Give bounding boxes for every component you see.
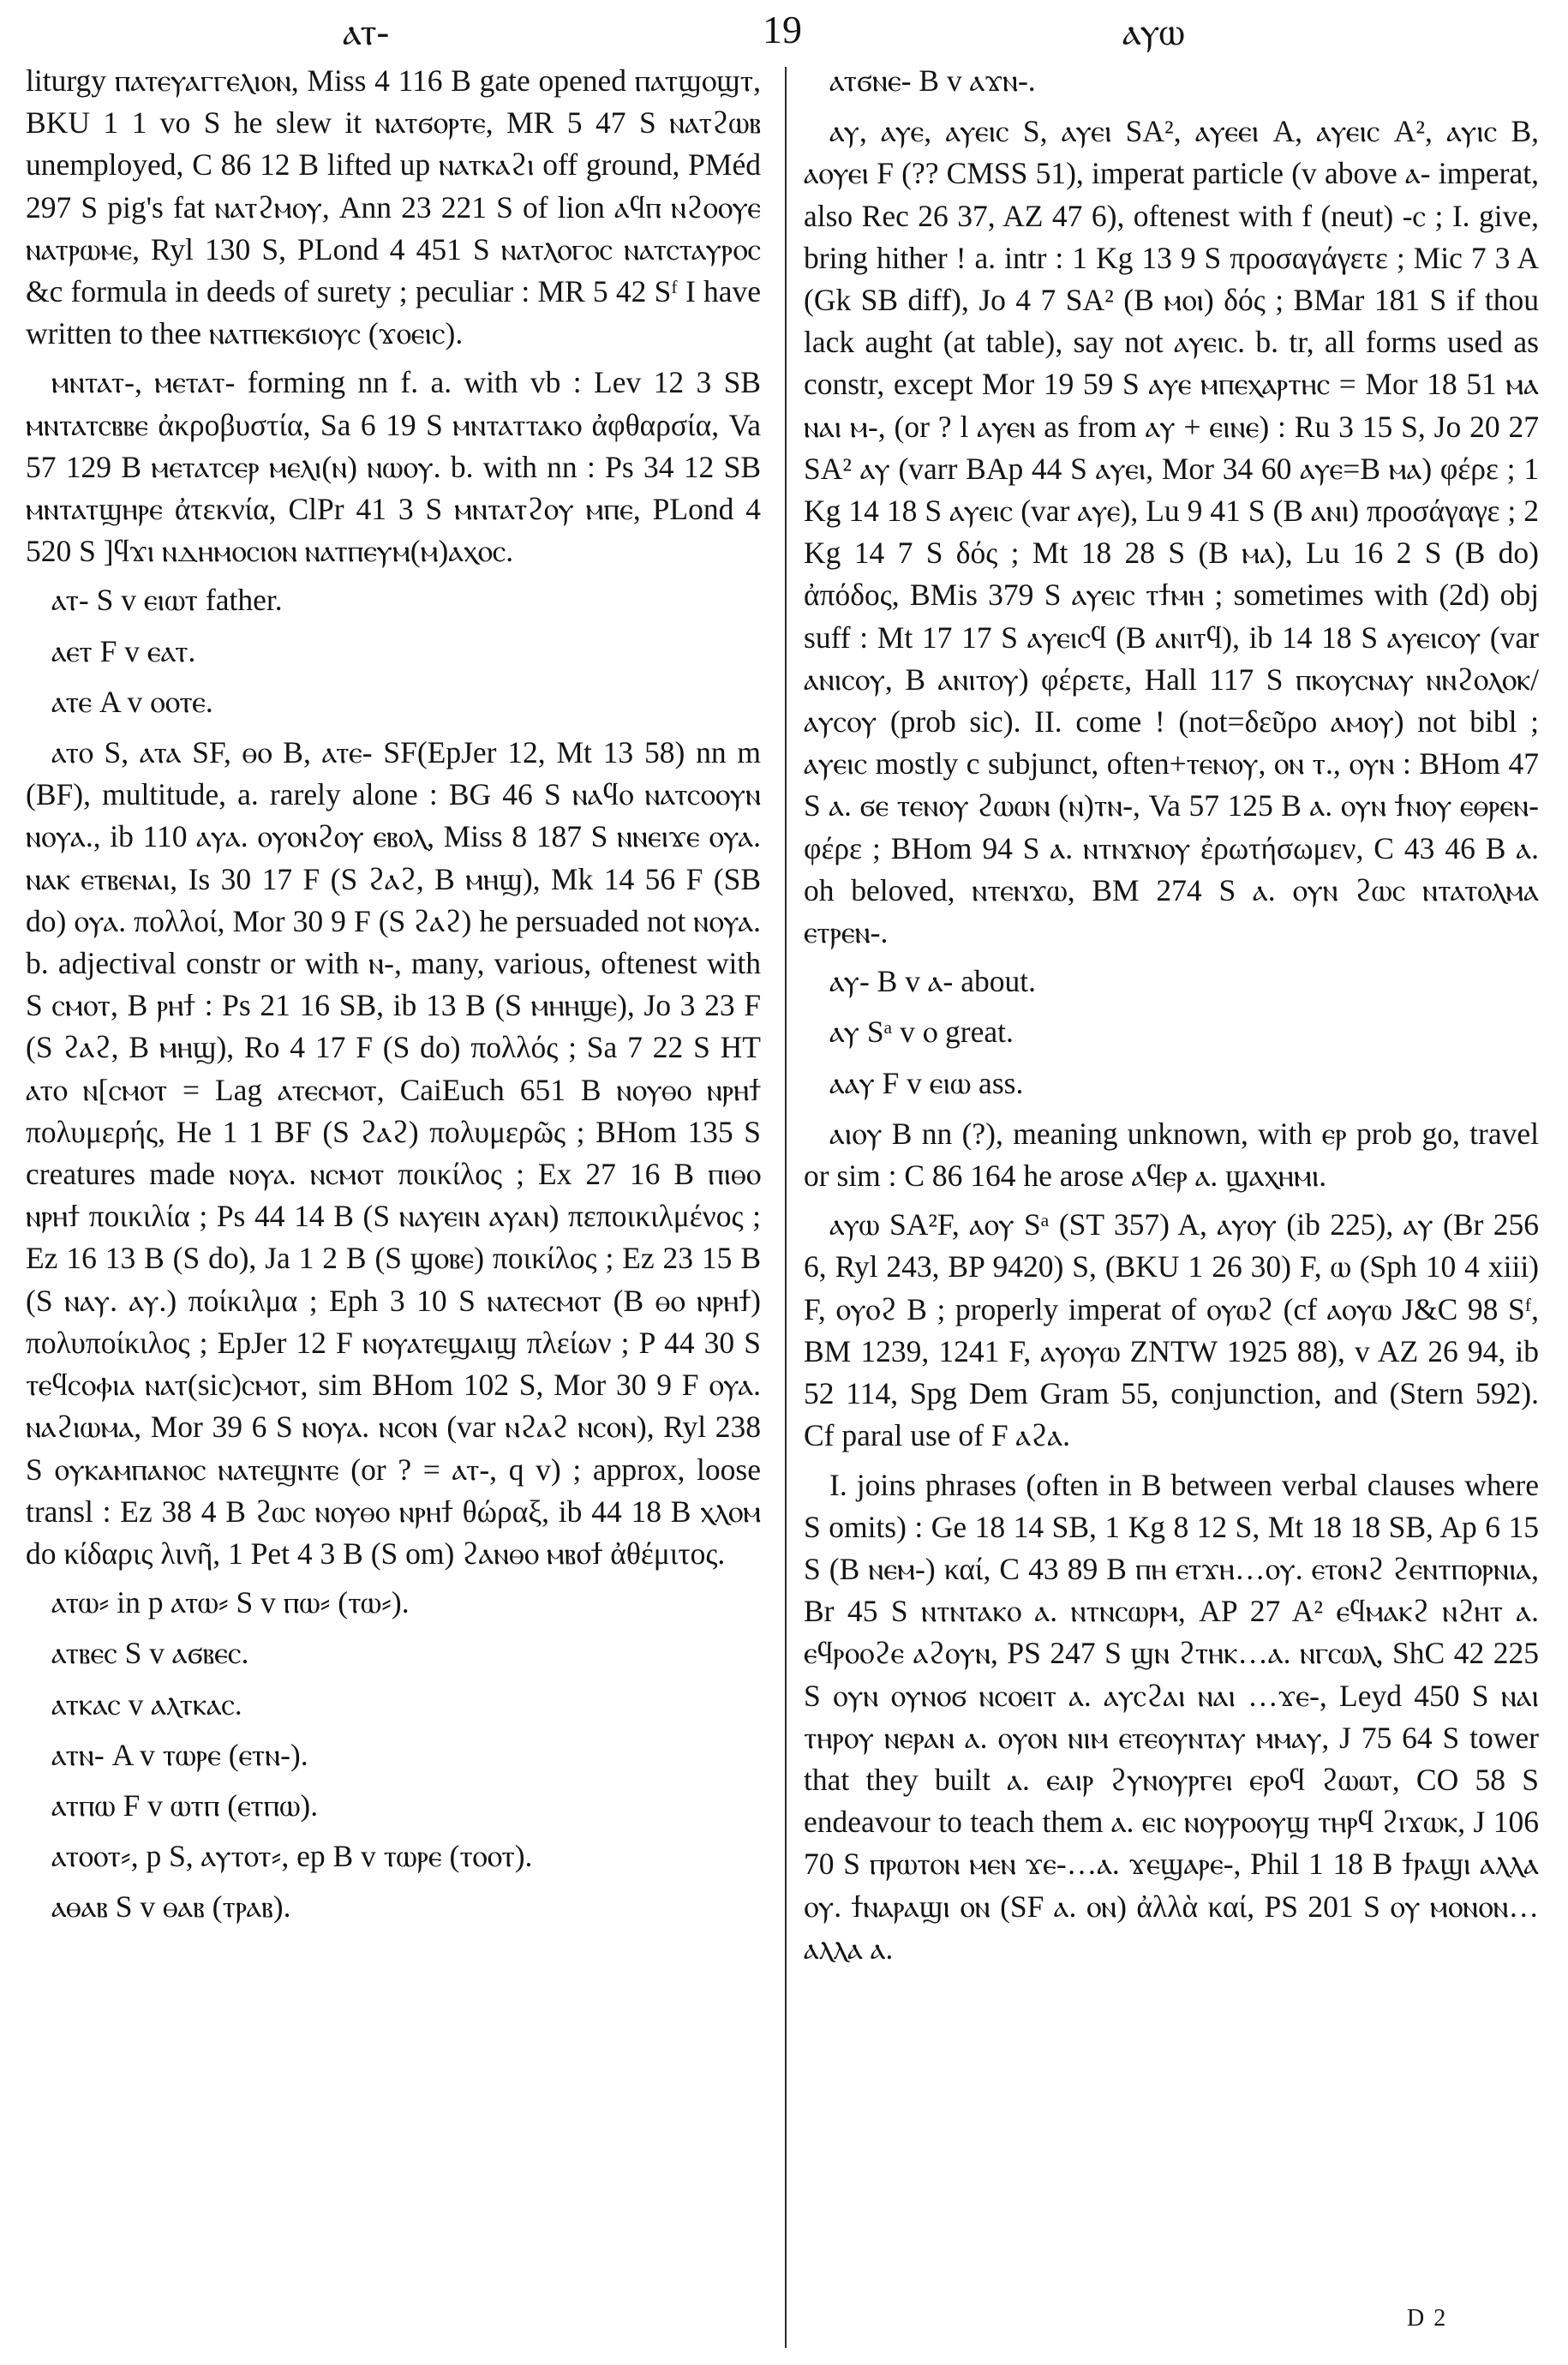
- entry-aet: ⲁⲉⲧ F v ⲉⲁⲧ.: [51, 633, 196, 668]
- entry-atkas: ⲁⲧⲕⲁⲥ v ⲁⲗⲧⲕⲁⲥ.: [51, 1686, 242, 1721]
- entry-atpw: ⲁⲧⲡⲱ F v ⲱⲧⲡ (ⲉⲧⲡⲱ).: [51, 1787, 319, 1823]
- entry-continuation: liturgy ⲡⲁⲧⲉⲩⲁⲅⲅⲉⲗⲓⲟⲛ, Miss 4 116 B gate opened ⲡⲁⲧϣⲟϣⲧ, BKU 1 1 vo S he slew it ⲛⲁⲧϭⲟⲣⲧⲉ, MR 5 47 S ⲛⲁⲧϩⲱⲃ unemployed, C 86 12 B lifted up ⲛⲁⲧⲕⲁϩⲓ off ground, PMéd 297 S pig's fat ⲛⲁⲧϩⲙⲟⲩ, Ann 23 221 S of lion ⲁϥⲡ ⲛϩⲟⲟⲩⲉ ⲛⲁⲧⲣⲱⲙⲉ, Ryl 130 S, PLond 4 451 S ⲛⲁⲧⲗⲟⲅⲟⲥ ⲛⲁⲧⲥⲧⲁⲩⲣⲟⲥ &c formula in deeds of surety ; peculiar : MR 5 42 Sᶠ I have written to thee ⲛⲁⲧⲡⲉⲕϭⲓⲟⲩⲥ (ϫⲟⲉⲓⲥ).: [26, 63, 761, 351]
- column-divider: [785, 67, 787, 2348]
- entry-ate: ⲁⲧⲉ A v ⲟⲟⲧⲉ.: [51, 684, 213, 719]
- left-column: [26, 60, 761, 1937]
- entry-auw-sense-1: I. joins phrases (often in B between verbal clauses where S omits) : Ge 18 14 SB, 1 Kg 8 12 S, Mt 18 18 SB, Ap 6 15 S (B ⲛⲉⲙ-) καί, C 43 89 B ⲡⲏ ⲉⲧϫⲏ…ⲟⲩ. ⲉⲧⲟⲛϩ ϩⲉⲛⲧⲡⲟⲣⲛⲓⲁ, Br 45 S ⲛⲧⲛⲧⲁⲕⲟ ⲁ. ⲛⲧⲛⲥⲱⲣⲙ, AP 27 A² ⲉϥⲙⲁⲕϩ ⲛϩⲏⲧ ⲁ. ⲉϥⲣⲟⲟϩⲉ ⲁϩⲟⲩⲛ, PS 247 S ϣⲛ ϩⲧⲏⲕ…ⲁ. ⲛⲅⲥⲱⲗ, ShC 42 225 S ⲟⲩⲛ ⲟⲩⲛⲟϭ ⲛⲥⲟⲉⲓⲧ ⲁ. ⲁⲩⲥϩⲁⲓ ⲛⲁⲓ …ϫⲉ-, Leyd 450 S ⲛⲁⲓ ⲧⲏⲣⲟⲩ ⲛⲉⲣⲁⲛ ⲁ. ⲟⲩⲟⲛ ⲛⲓⲙ ⲉⲧⲉⲟⲩⲛⲧⲁⲩ ⲙⲙⲁⲩ, J 75 64 S tower that they built ⲁ. ⲉⲁⲓⲣ ϩⲩⲛⲟⲩⲣⲅⲉⲓ ⲉⲣⲟϥ ϩⲱⲱⲧ, CO 58 S endeavour to teach them ⲁ. ⲉⲓⲥ ⲛⲟⲩⲣⲟⲟⲩϣ ⲧⲏⲣϥ ϩⲓϫⲱⲕ, J 106 70 S ⲡⲣⲱⲧⲟⲛ ⲙⲉⲛ ϫⲉ-…ⲁ. ϫⲉϣⲁⲣⲉ-, Phil 1 18 B ϯⲣⲁϣⲓ ⲁⲗⲗⲁ ⲟⲩ. ϯⲛⲁⲣⲁϣⲓ ⲟⲛ (SF ⲁ. ⲟⲛ) ἀλλὰ καί, PS 201 S ⲟⲩ ⲙⲟⲛⲟⲛ…ⲁⲗⲗⲁ ⲁ.: [804, 1467, 1539, 1966]
- entry-atbes: ⲁⲧⲃⲉⲥ S v ⲁϭⲃⲉⲥ.: [51, 1636, 249, 1671]
- right-column: [804, 60, 1539, 1977]
- entry-atoot: ⲁⲧⲟⲟⲧ⸗, p S, ⲁⲩⲧⲟⲧ⸗, ep B v ⲧⲱⲣⲉ (ⲧⲟⲟⲧ).: [51, 1839, 533, 1874]
- entry-mntat: ⲙⲛⲧⲁⲧ-, ⲙⲉⲧⲁⲧ- forming nn f. a. with vb : Lev 12 3 SB ⲙⲛⲧⲁⲧⲥⲃⲃⲉ ἀκροβυστία, Sa 6 19 S ⲙⲛⲧⲁⲧⲧⲁⲕⲟ ἀφθαρσία, Va 57 129 B ⲙⲉⲧⲁⲧⲥⲉⲣ ⲙⲉⲗⲓ(ⲛ) ⲛⲱⲟⲩ. b. with nn : Ps 34 12 SB ⲙⲛⲧⲁⲧϣⲏⲣⲉ ἀτεκνία, ClPr 41 3 S ⲙⲛⲧⲁⲧϩⲟⲩ ⲙⲡⲉ, PLond 4 520 S ]ϥϫⲓ ⲛⲇⲏⲙⲟⲥⲓⲟⲛ ⲛⲁⲧⲡⲉⲩⲙ(ⲙ)ⲁⲭⲟⲥ.: [26, 365, 761, 569]
- entry-ato: ⲁⲧⲟ S, ⲁⲧⲁ SF, ⲑⲟ B, ⲁⲧⲉ- SF(EpJer 12, Mt 13 58) nn m (BF), multitude, a. rarely alone : BG 46 S ⲛⲁϥⲟ ⲛⲁⲧⲥⲟⲟⲩⲛ ⲛⲟⲩⲁ., ib 110 ⲁⲩⲁ. ⲟⲩⲟⲛϩⲟⲩ ⲉⲃⲟⲗ, Miss 8 187 S ⲛⲛⲉⲓϫⲉ ⲟⲩⲁ. ⲛⲁⲕ ⲉⲧⲃⲉⲛⲁⲓ, Is 30 17 F (S ϩⲁϩ, B ⲙⲏϣ), Mk 14 56 F (SB do) ⲟⲩⲁ. πολλοί, Mor 30 9 F (S ϩⲁϩ) he persuaded not ⲛⲟⲩⲁ. b. adjectival constr or with ⲛ-, many, various, oftenest with S ⲥⲙⲟⲧ, B ⲣⲏϯ : Ps 21 16 SB, ib 13 B (S ⲙⲏⲏϣⲉ), Jo 3 23 F (S ϩⲁϩ, B ⲙⲏϣ), Ro 4 17 F (S do) πολλός ; Sa 7 22 S HT ⲁⲧⲟ ⲛ[ⲥⲙⲟⲧ = Lag ⲁⲧⲉⲥⲙⲟⲧ, CaiEuch 651 B ⲛⲟⲩⲑⲟ ⲛⲣⲏϯ πολυμερής, He 1 1 BF (S ϩⲁϩ) πολυμερῶς ; BHom 135 S creatures made ⲛⲟⲩⲁ. ⲛⲥⲙⲟⲧ ποικίλος ; Ex 27 16 B ⲡⲓⲑⲟ ⲛⲣⲏϯ ποικιλία ; Ps 44 14 B (S ⲛⲁⲩⲉⲓⲛ ⲁⲩⲁⲛ) πεποικιλμένος ; Ez 16 13 B (S do), Ja 1 2 B (S ϣⲟⲃⲉ) ποικίλος ; Ez 23 15 B (S ⲛⲁⲩ. ⲁⲩ.) ποίκιλμα ; Eph 3 10 S ⲛⲁⲧⲉⲥⲙⲟⲧ (B ⲑⲟ ⲛⲣⲏϯ) πολυποίκιλος ; EpJer 12 F ⲛⲟⲩⲁⲧⲉϣⲁⲓϣ πλείων ; P 44 30 S ⲧⲉϥⲥⲟⲫⲓⲁ ⲛⲁⲧ(sic)ⲥⲙⲟⲧ, sim BHom 102 S, Mor 30 9 F ⲟⲩⲁ. ⲛⲁϩⲓⲱⲙⲁ, Mor 39 6 S ⲛⲟⲩⲁ. ⲛⲥⲟⲛ (var ⲛϩⲁϩ ⲛⲥⲟⲛ), Ryl 238 S ⲟⲩⲕⲁⲙⲡⲁⲛⲟⲥ ⲛⲁⲧⲉϣⲛⲧⲉ (or ? = ⲁⲧ-, q v) ; approx, loose transl : Ez 38 4 B ϩⲱⲥ ⲛⲟⲩⲑⲟ ⲛⲣⲏϯ θώραξ, ib 44 18 B ⲭⲗⲟⲙ do κίδαρις λινῆ, 1 Pet 4 3 B (S om) ϩⲁⲛⲑⲟ ⲙⲃⲟϯ ἀθέμιτος.: [26, 735, 761, 1571]
- entry-au-about: ⲁⲩ- B v ⲁ- about.: [829, 964, 1036, 999]
- page-number: 19: [763, 8, 802, 51]
- entry-aiou: ⲁⲓⲟⲩ B nn (?), meaning unknown, with ⲉⲣ prob go, travel or sim : C 86 164 he arose ⲁϥⲉⲣ ⲁ. ϣⲁⲭⲏⲙⲓ.: [804, 1116, 1539, 1194]
- entry-at: ⲁⲧ- S v ⲉⲓⲱⲧ father.: [51, 583, 283, 618]
- header-left-guideword: ⲁⲧ-: [343, 11, 390, 53]
- header-right-guideword: ⲁⲩⲱ: [1122, 11, 1185, 53]
- running-head: [0, 3, 1568, 63]
- signature-mark: D 2: [1407, 2305, 1448, 2332]
- entry-atw: ⲁⲧⲱ⸗ in p ⲁⲧⲱ⸗ S v ⲡⲱ⸗ (ⲧⲱ⸗).: [51, 1585, 410, 1620]
- entry-atcne: ⲁⲧϭⲛⲉ- B v ⲁϫⲛ-.: [829, 63, 1036, 98]
- entry-auw: ⲁⲩⲱ SA²F, ⲁⲟⲩ Sᵃ (ST 357) A, ⲁⲩⲟⲩ (ib 225), ⲁⲩ (Br 256 6, Ryl 243, BP 9420) S, (BKU 1 26 30) F, ⲱ (Sph 10 4 xiii) F, ⲟⲩⲟϩ B ; properly imperat of ⲟⲩⲱϩ (cf ⲁⲟⲩⲱ J&C 98 Sᶠ, BM 1239, 1241 F, ⲁⲩⲟⲩⲱ ZNTW 1925 88), v AZ 26 94, ib 52 114, Spg Dem Gram 55, conjunction, and (Stern 592). Cf paral use of F ⲁϩⲁ.: [804, 1207, 1539, 1453]
- entry-au: ⲁⲩ, ⲁⲩⲉ, ⲁⲩⲉⲓⲥ S, ⲁⲩⲉⲓ SA², ⲁⲩⲉⲉⲓ A, ⲁⲩⲉⲓⲥ A², ⲁⲩⲓⲥ B, ⲁⲟⲩⲉⲓ F (?? CMSS 51), imperat particle (v above ⲁ- imperat, also Rec 26 37, AZ 47 6), oftenest with f (neut) -ⲥ ; I. give, bring hither ! a. intr : 1 Kg 13 9 S προσαγάγετε ; Mic 7 3 A (Gk SB diff), Jo 4 7 SA² (B ⲙⲟⲓ) δός ; BMar 181 S if thou lack aught (at table), say not ⲁⲩⲉⲓⲥ. b. tr, all forms used as constr, except Mor 19 59 S ⲁⲩⲉ ⲙⲡⲉⲭⲁⲣⲧⲏⲥ = Mor 18 51 ⲙⲁ ⲛⲁⲓ ⲙ-, (or ? l ⲁⲩⲉⲛ as from ⲁⲩ + ⲉⲓⲛⲉ) : Ru 3 15 S, Jo 20 27 SA² ⲁⲩ (varr BAp 44 S ⲁⲩⲉⲓ, Mor 34 60 ⲁⲩⲉ=B ⲙⲁ) φέρε ; 1 Kg 14 18 S ⲁⲩⲉⲓⲥ (var ⲁⲩⲉ), Lu 9 41 S (B ⲁⲛⲓ) προσάγαγε ; 2 Kg 14 7 S δός ; Mt 18 28 S (B ⲙⲁ), Lu 16 2 S (B do) ἀπόδος, BMis 379 S ⲁⲩⲉⲓⲥ ⲧϯⲙⲏ ; sometimes with (2d) obj suff : Mt 17 17 S ⲁⲩⲉⲓⲥϥ (B ⲁⲛⲓⲧϥ), ib 14 18 S ⲁⲩⲉⲓⲥⲟⲩ (var ⲁⲛⲓⲥⲟⲩ, B ⲁⲛⲓⲧⲟⲩ) φέρετε, Hall 117 S ⲡⲕⲟⲩⲥⲛⲁⲩ ⲛⲛϩⲟⲗⲟⲕ/ ⲁⲩⲥⲟⲩ (prob sic). II. come ! (not=δεῦρο ⲁⲙⲟⲩ) not bibl ; ⲁⲩⲉⲓⲥ mostly c subjunct, often+ⲧⲉⲛⲟⲩ, ⲟⲛ ⲧ., ⲟⲩⲛ : BHom 47 S ⲁ. ϭⲉ ⲧⲉⲛⲟⲩ ϩⲱⲱⲛ (ⲛ)ⲧⲛ-, Va 57 125 B ⲁ. ⲟⲩⲛ ϯⲛⲟⲩ ⲉⲑⲣⲉⲛ- φέρε ; BHom 94 S ⲁ. ⲛⲧⲛϫⲛⲟⲩ ἐρωτήσωμεν, C 43 46 B ⲁ. oh beloved, ⲛⲧⲉⲛϫⲱ, BM 274 S ⲁ. ⲟⲩⲛ ϩⲱⲥ ⲛⲧⲁⲧⲟⲗⲙⲁ ⲉⲧⲣⲉⲛ-.: [804, 114, 1539, 950]
- entry-athab: ⲁⲑⲁⲃ S v ⲑⲁⲃ (ⲧⲣⲁⲃ).: [51, 1889, 291, 1925]
- entry-au-great: ⲁⲩ Sᵃ v ⲟ great.: [829, 1015, 1014, 1050]
- entry-aau: ⲁⲁⲩ F v ⲉⲓⲱ ass.: [829, 1065, 1024, 1100]
- entry-atn: ⲁⲧⲛ- A v ⲧⲱⲣⲉ (ⲉⲧⲛ-).: [51, 1737, 308, 1772]
